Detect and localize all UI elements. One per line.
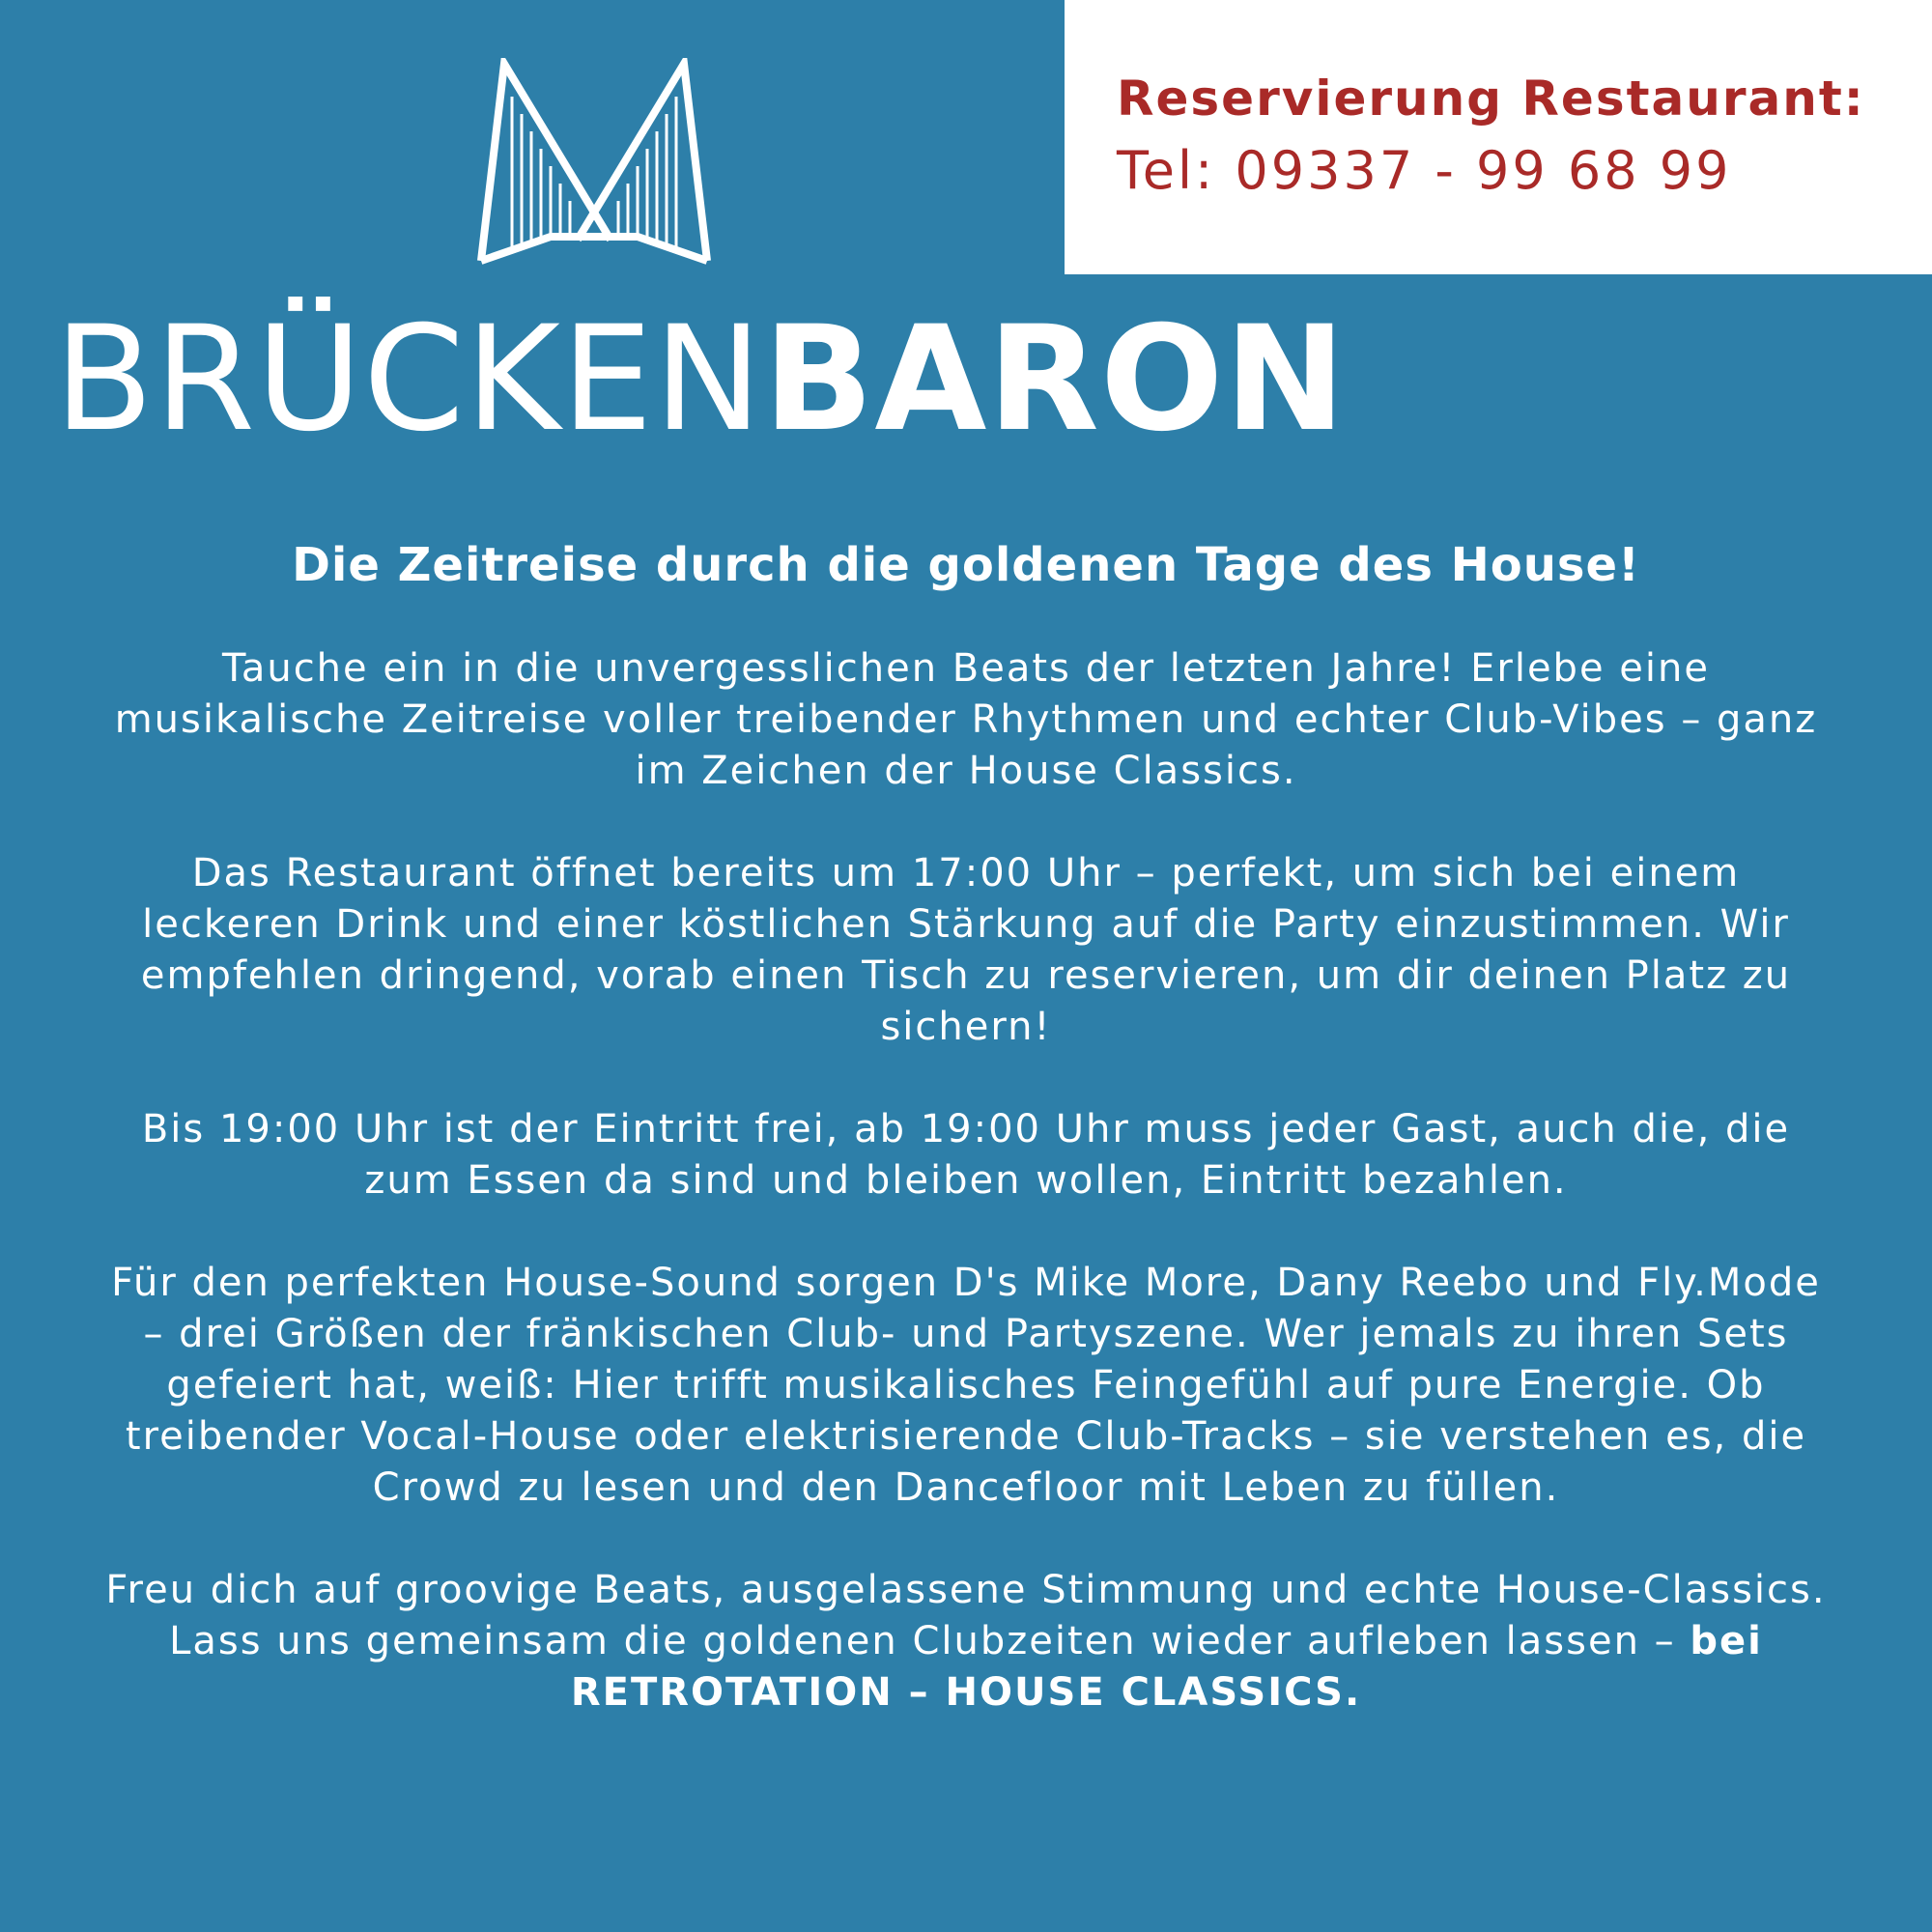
paragraph-restaurant: Das Restaurant öffnet bereits um 17:00 Uhr – perfekt, um sich bei einem leckeren Drink und einer köstlichen Stärkung auf die Party einzustimmen. Wir empfehlen dringend, vorab einen Tisch zu reservieren, um dir deinen Platz zu sichern!	[140, 851, 1792, 1049]
paragraph-entry: Bis 19:00 Uhr ist der Eintritt frei, ab 19:00 Uhr muss jeder Gast, auch die, die zum Essen da sind und bleiben wollen, Eintritt bezahlen.	[141, 1107, 1791, 1203]
brand-name-light: BRÜCKEN	[54, 296, 764, 464]
closing-text: Freu dich auf groovige Beats, ausgelassene Stimmung und echte House-Classics. Lass uns gemeinsam die goldenen Clubzeiten wieder aufleben lassen –	[105, 1568, 1827, 1663]
event-description	[97, 643, 1835, 1770]
reservation-box	[1065, 0, 1932, 274]
paragraph-djs: Für den perfekten House-Sound sorgen D's Mike More, Dany Reebo und Fly.Mode – drei Größen der fränkischen Club- und Partyszene. Wer jemals zu ihren Sets gefeiert hat, weiß: Hier trifft musikalisches Feingefühl auf pure Energie. Ob treibender Vocal-House oder elektrisierende Club-Tracks – sie verstehen es, die Crowd zu lesen und den Dancefloor mit Leben zu füllen.	[111, 1261, 1821, 1510]
paragraph-closing	[97, 1565, 1835, 1719]
bridge-logo-icon	[473, 58, 715, 270]
event-headline: Die Zeitreise durch die goldenen Tage des House!	[292, 538, 1640, 592]
brand-wordmark	[0, 298, 1401, 462]
reservation-phone[interactable]: Tel: 09337 - 99 68 99	[1117, 140, 1732, 201]
paragraph-intro: Tauche ein in die unvergesslichen Beats der letzten Jahre! Erlebe eine musikalische Zeitreise voller treibender Rhythmen und echter Club-Vibes – ganz im Zeichen der House Classics.	[114, 646, 1818, 793]
brand-name-bold: BARON	[763, 296, 1347, 464]
reservation-title: Reservierung Restaurant:	[1117, 71, 1865, 127]
event-name: bei RETROTATION – HOUSE CLASSICS.	[570, 1619, 1763, 1715]
